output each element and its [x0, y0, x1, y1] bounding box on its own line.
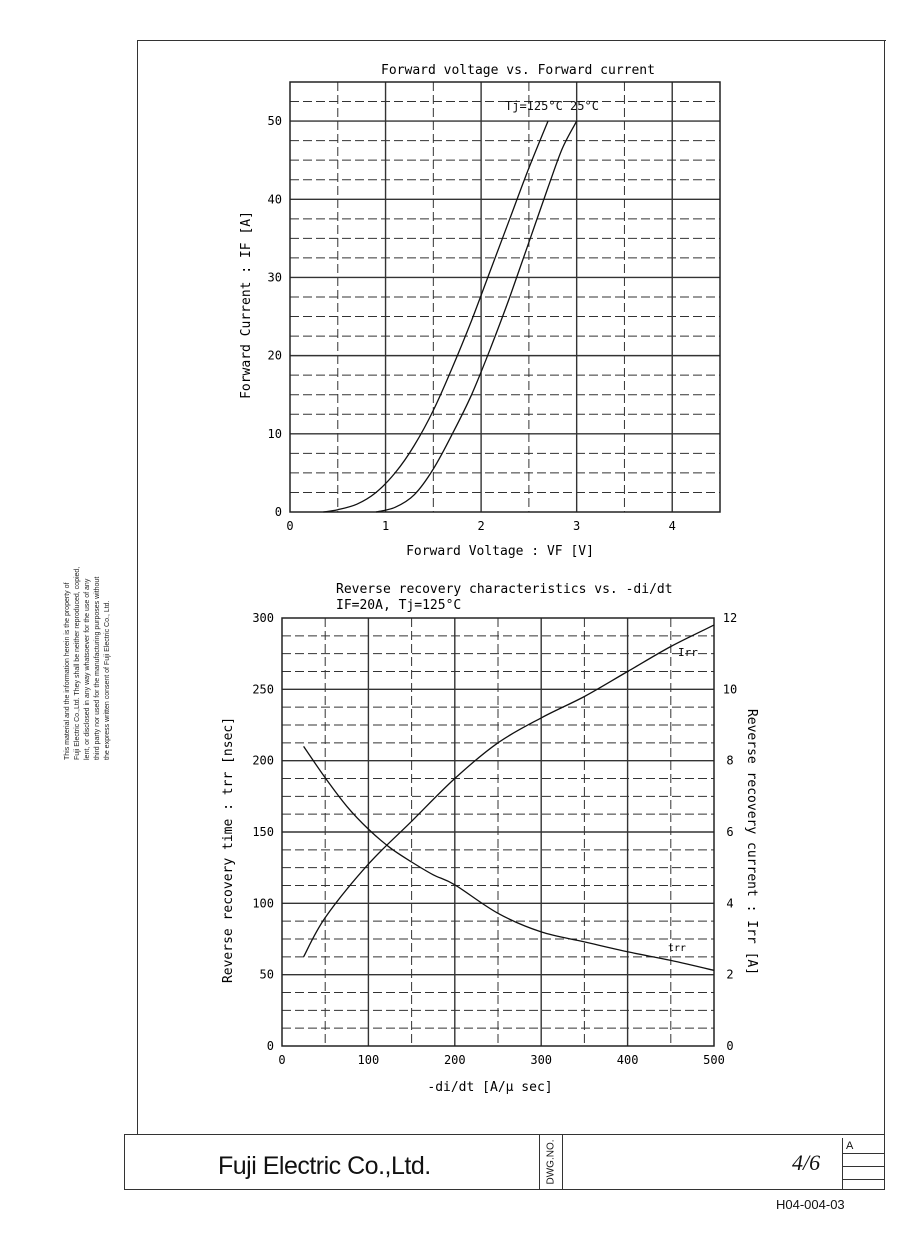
- y-tick-label: 150: [252, 825, 274, 839]
- x-tick-labels: [278, 1053, 724, 1067]
- revision-mark: A: [846, 1140, 854, 1152]
- series-label-trr: trr: [668, 943, 687, 954]
- y-tick-label: 40: [267, 192, 282, 207]
- x-axis-label: Forward Voltage : VF [V]: [406, 544, 594, 559]
- y2-tick-label: 4: [726, 896, 734, 911]
- notice-line: Fuji Electric Co.,Ltd. They shall be neither reproduced, copied,: [74, 566, 81, 760]
- y2-tick-labels: [723, 611, 737, 1053]
- y-tick-label: 50: [267, 114, 282, 129]
- chart-subtitle: IF=20A, Tj=125°C: [336, 598, 462, 613]
- chart-title: Forward voltage vs. Forward current: [381, 63, 655, 78]
- x-tick-label: 2: [477, 519, 485, 533]
- y-tick-label: 0: [274, 505, 282, 519]
- x-tick-label: 400: [616, 1053, 639, 1067]
- y2-axis-label: Reverse recovery current : Irr [A]: [744, 708, 759, 976]
- x-tick-label: 100: [357, 1053, 380, 1067]
- company-name: Fuji Electric Co.,Ltd.: [218, 1152, 431, 1180]
- y2-tick-label: 8: [726, 753, 734, 768]
- revision-divider: [842, 1179, 884, 1180]
- series-label-irr: Irr: [678, 646, 698, 659]
- y-axis-label: Forward Current : IF [A]: [239, 211, 254, 399]
- x-axis-label: -di/dt [A/μ sec]: [427, 1080, 553, 1095]
- y2-tick-label: 12: [722, 611, 738, 625]
- y-tick-label: 10: [267, 426, 282, 441]
- x-tick-label: 200: [443, 1053, 466, 1067]
- revision-divider: [842, 1153, 884, 1154]
- document-code: H04-004-03: [776, 1197, 845, 1212]
- x-tick-label: 4: [668, 519, 676, 533]
- y-tick-labels: [252, 611, 274, 1053]
- y-tick-label: 30: [267, 270, 282, 285]
- y-tick-label: 250: [252, 682, 274, 697]
- series-line-irr: [304, 625, 714, 957]
- notice-line: the express written consent of Fuji Electric Co., Ltd.: [104, 600, 111, 760]
- y2-tick-label: 0: [726, 1039, 734, 1053]
- page-number: 4/6: [792, 1150, 821, 1175]
- y2-tick-label: 2: [726, 967, 734, 982]
- x-tick-label: 0: [278, 1053, 286, 1067]
- y-tick-label: 0: [266, 1039, 274, 1053]
- x-tick-label: 3: [573, 519, 581, 533]
- x-tick-label: 300: [530, 1053, 553, 1067]
- x-tick-label: 1: [381, 519, 390, 533]
- y-tick-label: 20: [267, 348, 282, 363]
- y-tick-label: 300: [252, 611, 274, 625]
- x-tick-label: 0: [286, 519, 294, 533]
- curve-annotation: Tj=125°C 25°C: [505, 99, 599, 113]
- y2-tick-label: 6: [726, 825, 734, 839]
- drawing-number-label: DWG.NO.: [545, 1139, 557, 1185]
- notice-line: This material and the information herein is the property of: [64, 582, 71, 760]
- y2-tick-label: 10: [722, 682, 738, 697]
- chart-grid: [282, 618, 714, 1046]
- notice-line: third party nor used for the manufacturing purposes without: [94, 576, 101, 760]
- x-tick-label: 500: [703, 1053, 725, 1067]
- series-line-trr: [304, 746, 714, 970]
- chart-title: Reverse recovery characteristics vs. -di/dt: [336, 582, 673, 597]
- y-axis-label: Reverse recovery time : trr [nsec]: [221, 716, 236, 984]
- revision-divider: [842, 1166, 884, 1167]
- y-tick-label: 100: [252, 896, 274, 911]
- notice-line: lent, or disclosed in any way whatsoever for the use of any: [84, 578, 91, 760]
- y-tick-label: 50: [259, 967, 274, 982]
- y-tick-label: 200: [252, 753, 274, 768]
